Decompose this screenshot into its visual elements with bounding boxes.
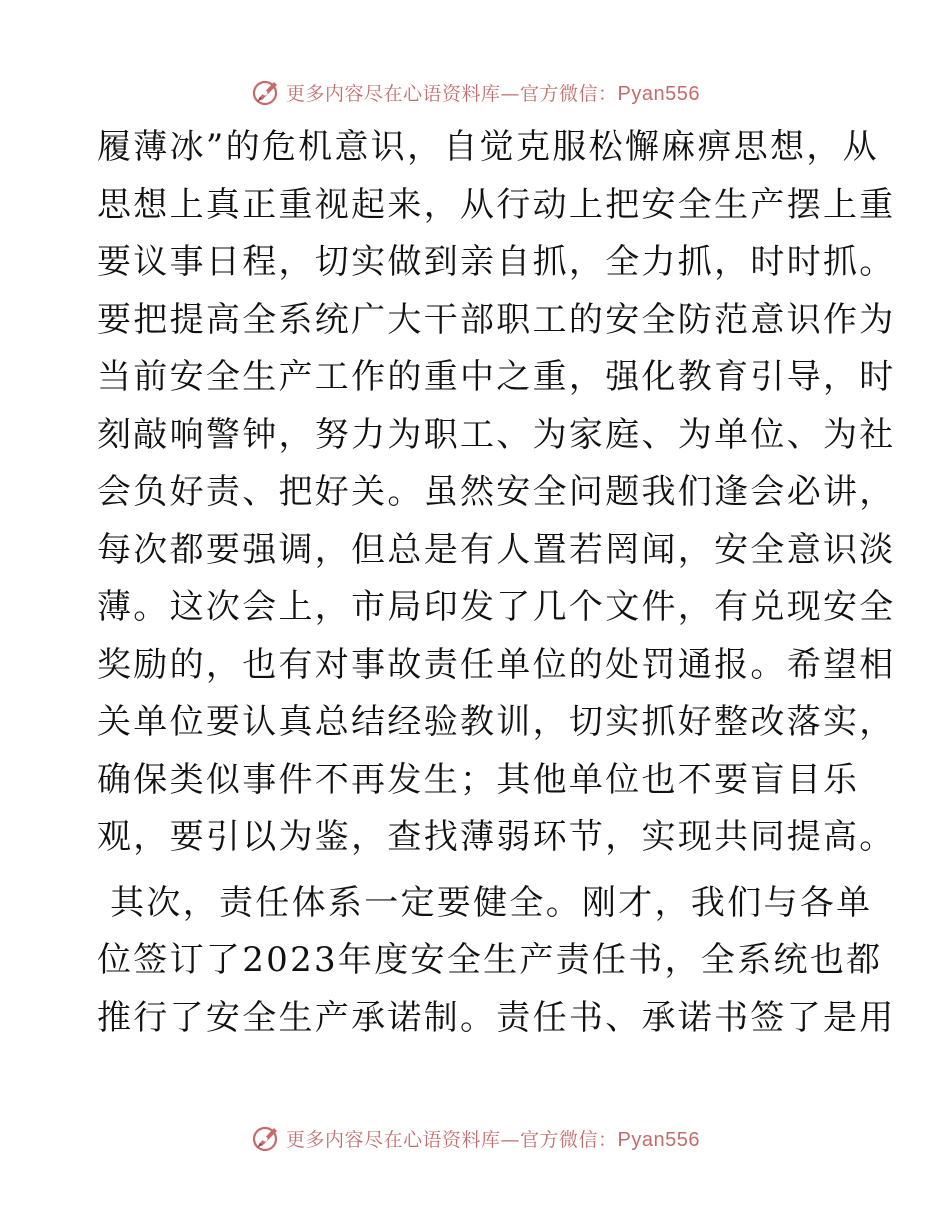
header-watermark — [0, 72, 950, 112]
text-line: 奖励的，也有对事故责任单位的处罚通报。希望相 — [97, 644, 896, 685]
text-line: 刻敲响警钟，努力为职工、为家庭、为单位、为社 — [97, 414, 896, 455]
watermark-text: 更多内容尽在心语资料库—官方微信：Pyan556 — [286, 1128, 700, 1151]
text-line: 其次，责任体系一定要健全。刚才，我们与各单 — [97, 882, 873, 923]
text-line: 要把提高全系统广大干部职工的安全防范意识作为 — [97, 299, 896, 340]
text-line: 思想上真正重视起来，从行动上把安全生产摆上重 — [97, 184, 896, 225]
watermark-text: 更多内容尽在心语资料库—官方微信：Pyan556 — [286, 82, 700, 105]
text-line: 推行了安全生产承诺制。责任书、承诺书签了是用 — [97, 997, 896, 1038]
document-body — [97, 119, 896, 1047]
text-line: 每次都要强调，但总是有人置若罔闻，安全意识淡 — [97, 529, 896, 570]
text-line: 要议事日程，切实做到亲自抓，全力抓，时时抓。 — [97, 242, 896, 282]
footer-watermark — [0, 1118, 950, 1158]
text-line: 位签订了2023年度安全生产责任书，全系统也都 — [97, 940, 883, 980]
paragraph — [97, 875, 896, 1048]
text-line: 会负好责、把好关。虽然安全问题我们逢会必讲， — [97, 472, 896, 512]
quill-seal-icon — [250, 76, 282, 108]
text-line: 观，要引以为鉴，查找薄弱环节，实现共同提高。 — [97, 817, 896, 857]
text-line: 履薄冰”的危机意识，自觉克服松懈麻痹思想，从 — [97, 127, 879, 167]
text-line: 当前安全生产工作的重中之重，强化教育引导，时 — [97, 357, 896, 397]
text-line: 薄。这次会上，市局印发了几个文件，有兑现安全 — [97, 587, 896, 627]
text-line: 关单位要认真总结经验教训，切实抓好整改落实， — [97, 702, 896, 742]
paragraph — [97, 119, 896, 867]
text-line: 确保类似事件不再发生；其他单位也不要盲目乐 — [97, 759, 860, 800]
paragraph-gap — [97, 867, 857, 875]
quill-seal-icon — [250, 1122, 282, 1154]
